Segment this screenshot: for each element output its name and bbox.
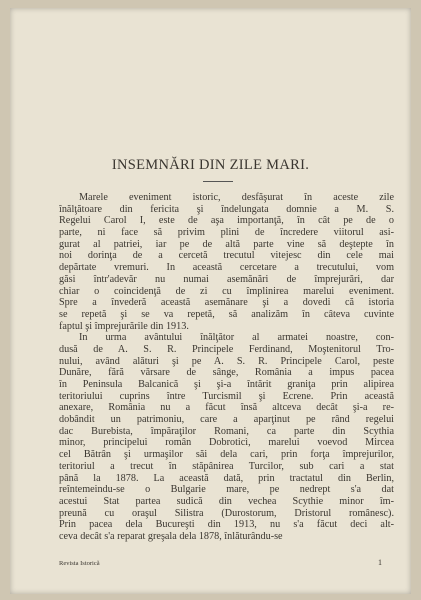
text-line: acestui Stat partea sudică din vechea Scythie minor îm- bbox=[59, 495, 394, 507]
article-body bbox=[59, 192, 394, 543]
paragraph bbox=[59, 192, 394, 332]
text-line: Prin pacea dela Bucureşti din 1913, nu s'a făcut deci alt- bbox=[59, 519, 394, 531]
text-line: dobândit un patrimoniu, care a aparţinut pe rând regelui bbox=[59, 414, 394, 426]
text-line: teritoriul a trecut în stăpânirea Turcilor, sub cari a stat bbox=[59, 460, 394, 472]
text-line: Regelui Carol I, este de aşa importanţă, în cât pe de o bbox=[59, 215, 394, 227]
text-line: anexare, România nu a făcut însă altceva decât şi-a re- bbox=[59, 402, 394, 414]
text-line: faptul şi împrejurările din 1913. bbox=[59, 320, 189, 332]
text-line: ceva decât s'a reparat greşala dela 1878, înlăturându-se bbox=[59, 530, 283, 542]
journal-name: Revista Istorică bbox=[59, 560, 100, 567]
text-line: înălţătoare din fericita şi îndelungata domnie a M. S. bbox=[59, 203, 394, 215]
text-line: parte, ni face să privim plini de încredere viitorul asi- bbox=[59, 227, 394, 239]
text-line: chiar o coincidenţă de zi cu împlinirea marelui eveniment. bbox=[59, 285, 394, 297]
text-line: în Peninsula Balcanică şi şi-a întărit graniţa prin alipirea bbox=[59, 379, 394, 390]
text-line: Dunăre, fără vărsare de sânge, România a impus pacea bbox=[59, 367, 394, 379]
text-line: noi dorinţa de a cercetă trecutul vitejesc din cele mai bbox=[59, 250, 394, 262]
text-line: până la 1878. La această dată, prin tractatul din Berlin, bbox=[59, 472, 394, 484]
text-line: gurat al patriei, iar pe de altă parte vine să deştepte în bbox=[59, 238, 394, 250]
text-line: teritoriului cuprins între Turcismil şi Ecrene. Prin această bbox=[59, 390, 394, 402]
text-line: dac Burebista, împăraţilor Romani, ca parte din Scythia bbox=[59, 425, 394, 437]
text-line: depărtate vremuri. In această cercetare a trecutului, vom bbox=[59, 262, 394, 274]
text-line: cel Bătrân şi urmaşilor săi dela cari, prin forţa împrejurilor, bbox=[59, 449, 394, 461]
title-rule bbox=[203, 181, 233, 182]
page-title: INSEMNĂRI DIN ZILE MARI. bbox=[111, 157, 310, 173]
paragraph bbox=[59, 332, 394, 542]
text-line: Spre a învederă această asemănare şi a dovedi că istoria bbox=[59, 297, 394, 309]
text-line: minor, principelui român Dobroticì, marelui voevod Mircea bbox=[59, 437, 394, 449]
text-line: găsi într'adevăr nu numai asemănări de împrejurări, dar bbox=[59, 273, 394, 285]
text-line: se repetă şi se va repetă, să analizăm în câteva cuvinte bbox=[59, 308, 394, 320]
text-line: dusă de A. S. R. Principele Ferdinand, Moştenitorul Tro- bbox=[59, 343, 394, 355]
page-number: 1 bbox=[378, 558, 382, 567]
text-line: preună cu oraşul Silistra (Durostorum, Dristorul românesc). bbox=[59, 507, 394, 519]
text-line: nului, având alături şi pe A. S. R. Principele Carol, peste bbox=[59, 355, 394, 367]
text-line: reîntemeindu-se o Bulgarie mare, pe nedrept s'a dat bbox=[59, 484, 394, 496]
document-page bbox=[10, 8, 411, 594]
text-line: In urma avântului înălţător al armatei noastre, con- bbox=[79, 332, 394, 344]
text-line: Marele eveniment istoric, desfăşurat în aceste zile bbox=[79, 192, 394, 203]
